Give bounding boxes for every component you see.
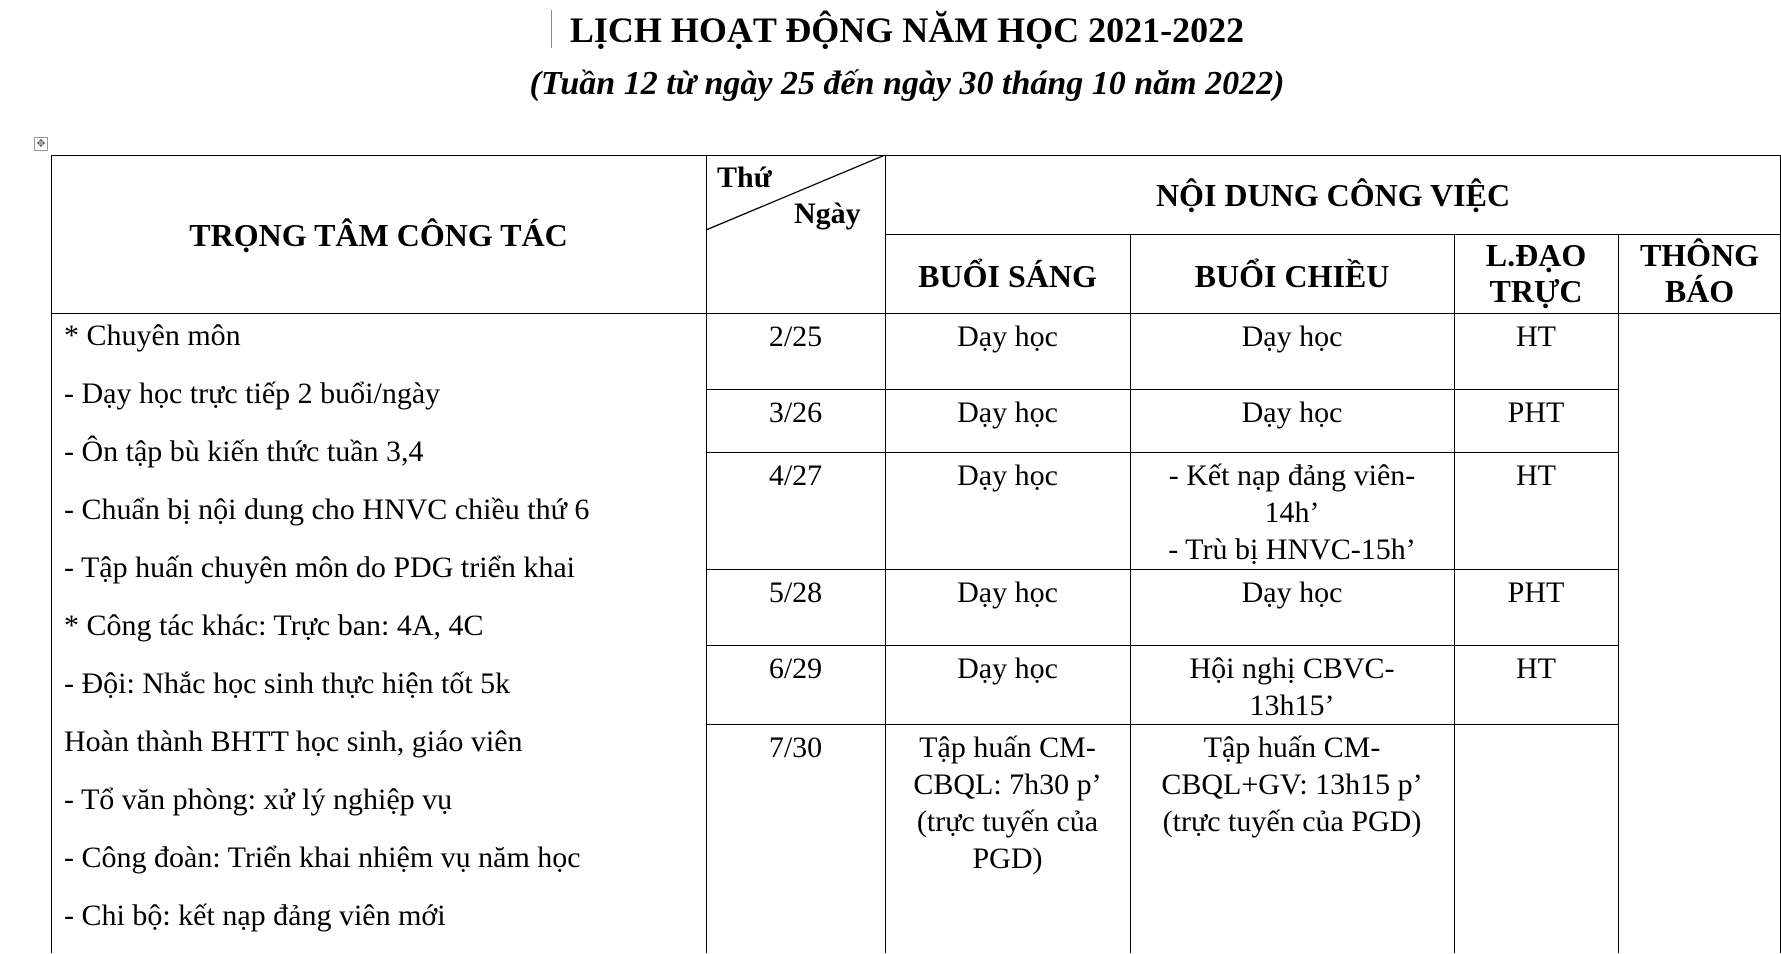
header-focus: TRỌNG TÂM CÔNG TÁC [189,217,568,253]
afternoon-cell: Dạy học [1241,396,1343,429]
column-divider [1618,234,1619,953]
column-divider [706,155,707,953]
leader-cell: PHT [1507,396,1565,429]
focus-item: - Công đoàn: Triển khai nhiệm vụ năm học [64,841,581,874]
focus-item: - Đội: Nhắc học sinh thực hiện tốt 5k [64,667,511,700]
morning-line: Tập huấn CM- [919,731,1096,764]
day-cell: 2/25 [768,320,823,353]
focus-item: - Ôn tập bù kiến thức tuần 3,4 [64,435,424,468]
afternoon-cell: Dạy học [1241,576,1343,609]
table-border-top [51,155,1781,156]
header-notice-line1: THÔNG [1639,237,1760,273]
page-title: LỊCH HOẠT ĐỘNG NĂM HỌC 2021-2022 [569,10,1245,50]
afternoon-line: - Kết nạp đảng viên- [1168,459,1416,492]
page-subtitle: (Tuần 12 từ ngày 25 đến ngày 30 tháng 10 năm 2022) [529,65,1285,102]
header-leader-line1: L.ĐẠO [1485,237,1587,273]
header-bottom-border [51,313,1781,314]
afternoon-line: 14h’ [1264,496,1320,529]
afternoon-cell [1130,729,1454,840]
day-cell: 6/29 [768,652,823,685]
header-content: NỘI DUNG CÔNG VIỆC [1155,177,1511,213]
focus-item: - Tổ văn phòng: xử lý nghiệp vụ [64,783,453,816]
row-divider [706,724,1618,725]
header-leader [1454,237,1618,309]
header-ngay: Ngày [794,197,861,230]
afternoon-line: Hội nghị CBVC- [1189,652,1395,685]
header-leader-line2: TRỰC [1489,273,1583,309]
table-border-left [51,155,52,953]
morning-line: PGD) [972,842,1043,875]
focus-item: - Dạy học trực tiếp 2 buổi/ngày [64,377,441,410]
morning-cell: Dạy học [957,396,1058,429]
header-notice-line2: BÁO [1664,273,1735,309]
afternoon-line: CBQL+GV: 13h15 p’ [1161,768,1423,801]
afternoon-line: - Trù bị HNVC-15h’ [1168,533,1416,566]
morning-cell: Dạy học [957,652,1058,685]
afternoon-cell [1130,650,1454,724]
leader-cell: HT [1516,320,1556,353]
morning-cell: Dạy học [957,459,1058,492]
morning-cell [885,729,1130,877]
focus-item: - Chuẩn bị nội dung cho HNVC chiều thứ 6 [64,493,590,526]
row-divider [706,569,1618,570]
row-divider [706,645,1618,646]
header-thu: Thứ [717,161,772,194]
afternoon-cell [1130,457,1454,568]
focus-list [64,316,589,954]
morning-line: CBQL: 7h30 p’ [913,768,1102,801]
afternoon-line: (trực tuyến của PGD) [1162,805,1422,838]
focus-item: - Chi bộ: kết nạp đảng viên mới [64,899,446,932]
afternoon-cell: Dạy học [1241,320,1343,353]
header-notice [1618,237,1781,309]
focus-item: * Công tác khác: Trực ban: 4A, 4C [64,609,484,642]
header-divider [885,234,1781,235]
table-move-handle-icon[interactable]: ✥ [34,137,48,151]
row-divider [706,389,1618,390]
focus-item: Hoàn thành BHTT học sinh, giáo viên [64,725,523,758]
morning-line: (trực tuyến của [916,805,1099,838]
leader-cell: HT [1516,652,1556,685]
leader-cell: PHT [1507,576,1565,609]
day-cell: 3/26 [768,396,823,429]
day-cell: 7/30 [768,731,823,764]
afternoon-line: Tập huấn CM- [1203,731,1381,764]
afternoon-line: 13h15’ [1249,689,1335,722]
morning-cell: Dạy học [957,576,1058,609]
day-cell: 5/28 [768,576,823,609]
header-morning: BUỔI SÁNG [918,258,1097,294]
focus-item: - Tập huấn chuyên môn do PDG triển khai [64,551,576,584]
header-afternoon: BUỔI CHIỀU [1194,258,1390,294]
row-divider [706,452,1618,453]
day-cell: 4/27 [768,459,823,492]
focus-item: * Chuyên môn [64,319,241,352]
leader-cell: HT [1516,459,1556,492]
morning-cell: Dạy học [957,320,1058,353]
